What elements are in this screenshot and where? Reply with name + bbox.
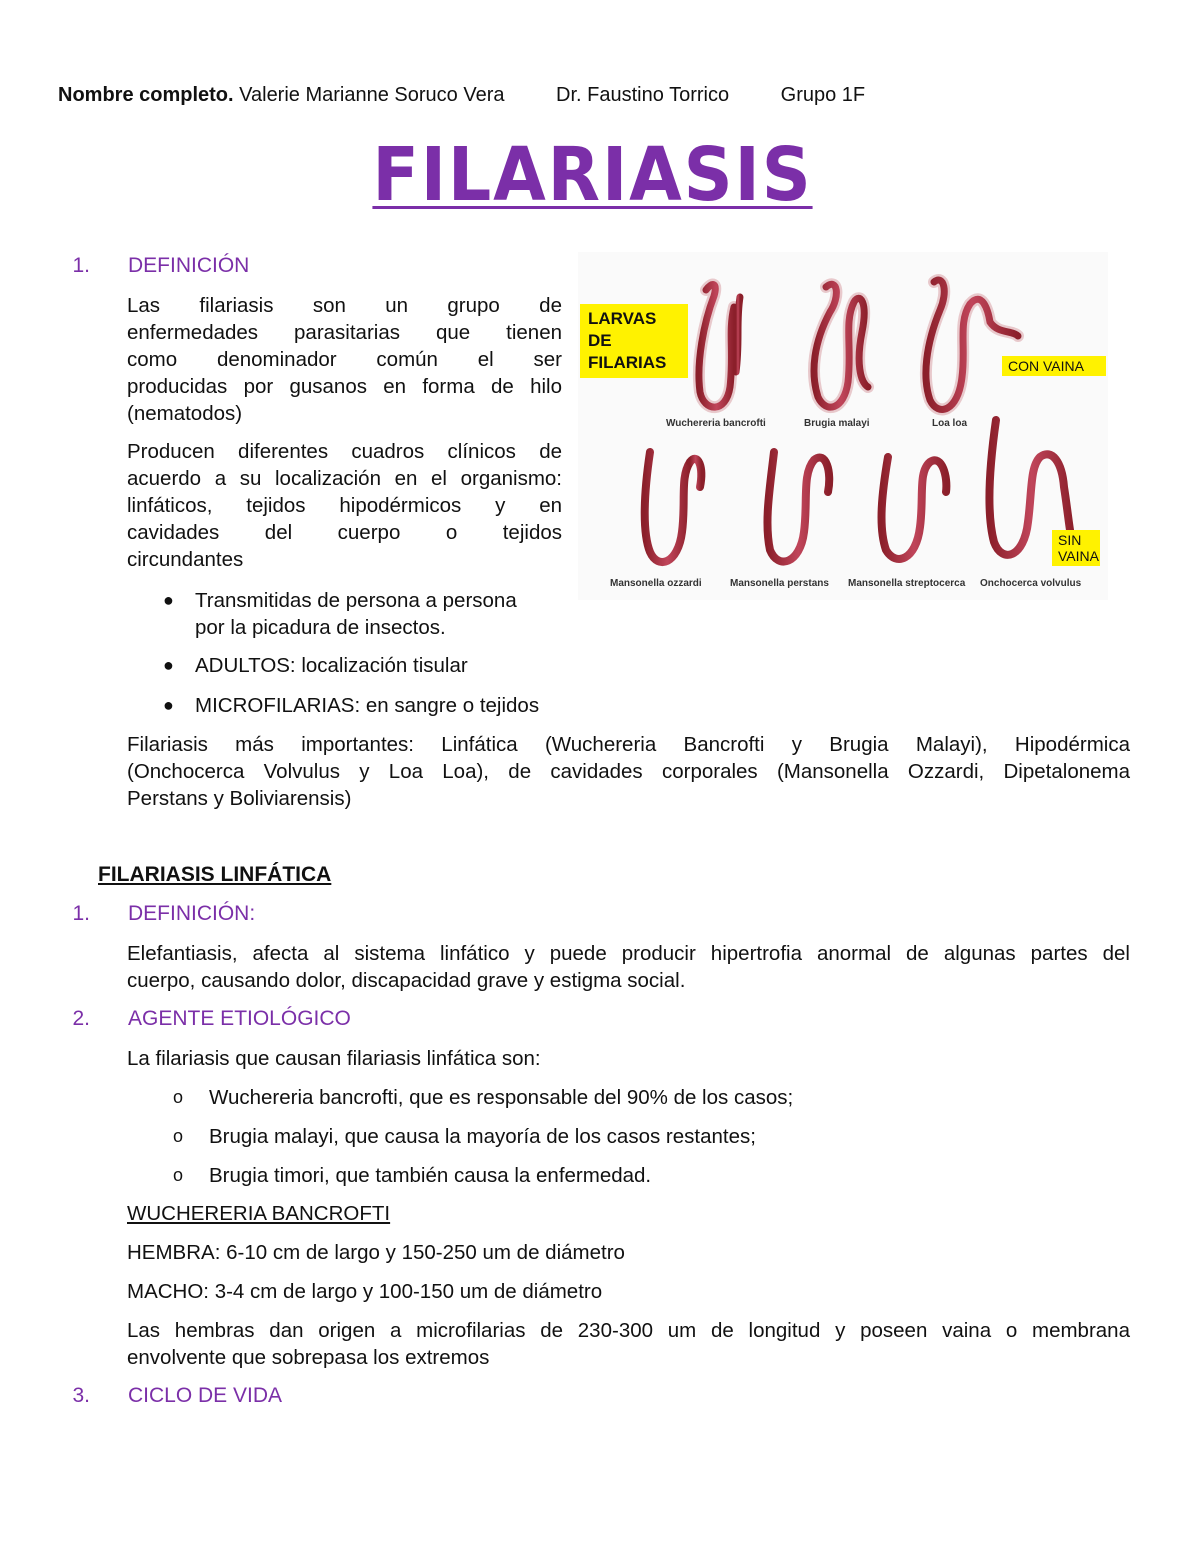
document-header (58, 84, 865, 107)
bullet-icon: ● (163, 590, 174, 610)
macho-text: MACHO: 3-4 cm de largo y 100-150 um de diámetro (127, 1280, 603, 1303)
group-name: Grupo 1F (780, 84, 866, 106)
caption-perstans: Mansonella perstans (730, 578, 829, 589)
caption-wuchereria: Wuchereria bancrofti (666, 418, 766, 429)
list-item: ● MICROFILARIAS: en sangre o tejidos (163, 694, 540, 717)
definition-paragraph: Las filariasis son un grupo de enfermedades parasitarias que tienen como denominador común el ser producidas por gusanos en forma de hilo (nematodos) (127, 294, 562, 425)
worm-mansonella-perstans (767, 452, 829, 562)
bullet-icon: ● (163, 655, 174, 675)
con-vaina-label: CON VAINA (1002, 356, 1106, 376)
important-filariasis-paragraph: Filariasis más importantes: Linfática (Wuchereria Bancrofti y Brugia Malayi), Hipodérmica (Onchocerca Volvulus y Loa Loa), de cavidades corporales (Mansonella Ozzardi, Dipetalonema Perstans y Boliviarensis) (127, 733, 1130, 810)
page-title: FILARIASIS (372, 132, 813, 218)
bullet-icon: ● (163, 695, 174, 715)
linfatica-definition: Elefantiasis, afecta al sistema linfático y puede producir hipertrofia anormal de algunas partes del cuerpo, causando dolor, discapacidad grave y estigma social. (127, 942, 1130, 992)
caption-streptocerca: Mansonella streptocerca (848, 578, 966, 589)
sin-vaina-label: SIN VAINA (1052, 530, 1100, 566)
list-item: ● Transmitidas de persona a persona por la picadura de insectos. (163, 589, 517, 639)
circle-bullet-icon: o (173, 1165, 184, 1185)
caption-brugia: Brugia malayi (804, 418, 870, 429)
worm-mansonella-streptocerca (882, 457, 947, 559)
name-value: Valerie Marianne Soruco Vera (239, 84, 505, 106)
name-label: Nombre completo. (58, 84, 234, 106)
larvae-label: LARVAS DE FILARIAS (580, 304, 688, 378)
circle-bullet-icon: o (173, 1126, 184, 1146)
hembra-text: HEMBRA: 6-10 cm de largo y 150-250 um de diámetro (127, 1241, 625, 1264)
larvae-figure (578, 252, 1108, 600)
hembras-paragraph: Las hembras dan origen a microfilarias de 230-300 um de longitud y poseen vaina o membrana envolvente que sobrepasa los extremos (127, 1319, 1130, 1369)
doctor-name: Dr. Faustino Torrico (556, 84, 730, 106)
list-item: ● ADULTOS: localización tisular (163, 654, 468, 677)
caption-loa: Loa loa (932, 418, 968, 429)
clinical-paragraph: Producen diferentes cuadros clínicos de acuerdo a su localización en el organismo: linfáticos, tejidos hipodérmicos y en cavidades del cuerpo o tejidos circundantes (127, 440, 562, 571)
agente-intro: La filariasis que causan filariasis linfática son: (127, 1047, 541, 1070)
list-item: o Wuchereria bancrofti, que es responsable del 90% de los casos; (173, 1086, 794, 1109)
caption-ozzardi: Mansonella ozzardi (610, 578, 702, 589)
list-item: o Brugia malayi, que causa la mayoría de los casos restantes; (173, 1125, 756, 1148)
list-item: o Brugia timori, que también causa la enfermedad. (173, 1164, 652, 1187)
circle-bullet-icon: o (173, 1087, 184, 1107)
section-title-linfatica: FILARIASIS LINFÁTICA (98, 863, 332, 886)
caption-onchocerca: Onchocerca volvulus (980, 578, 1082, 589)
worm-mansonella-ozzardi (645, 452, 690, 562)
wuchereria-heading: WUCHERERIA BANCROFTI (127, 1202, 391, 1225)
